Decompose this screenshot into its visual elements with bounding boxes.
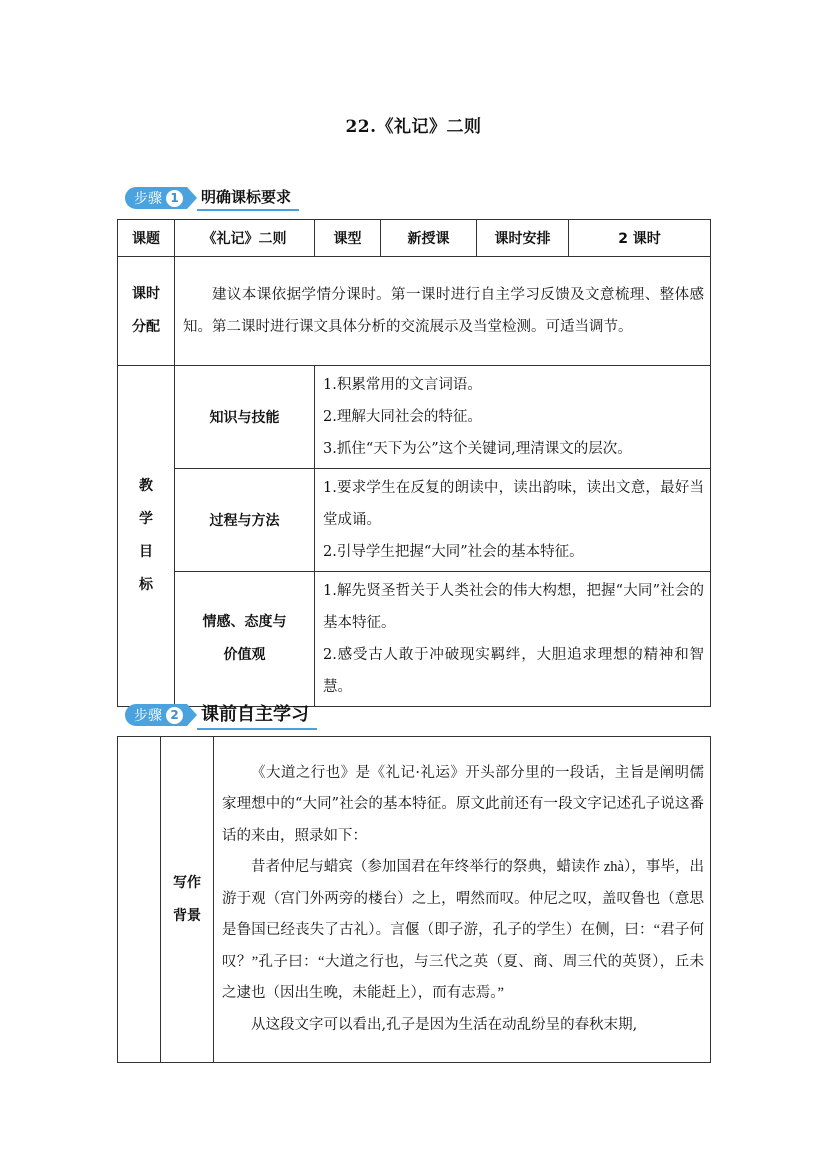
step2-pill [125,704,187,726]
background-label-line1: 写作 [173,874,201,891]
emotion-item-1: 1.解先贤圣哲关于人类社会的伟大构想，把握“大同”社会的基本特征。 [323,583,704,631]
process-item-1: 1.要求学生在反复的朗读中，读出韵味，读出文意，最好当堂成诵。 [323,480,704,528]
header-topic-value: 《礼记》二则 [175,220,315,257]
knowledge-items [315,366,711,469]
process-item-2: 2.引导学生把握“大同”社会的基本特征。 [323,544,584,560]
step1-banner [125,185,299,211]
step1-arrow-icon [187,187,197,209]
page-title: 22.《礼记》二则 [345,117,482,137]
goals-label-char1: 教 [139,478,153,494]
allocation-label [118,257,175,366]
emotion-item-2: 2.感受古人敢于冲破现实羁绊，大胆追求理想的精神和智慧。 [323,647,704,695]
background-label [161,737,214,1063]
knowledge-item-3: 3.抓住“天下为公”这个关键词,理清课文的层次。 [323,441,632,457]
step2-banner [125,702,317,728]
allocation-label-line2: 分配 [132,319,160,335]
goal-knowledge-row [118,366,711,469]
background-table [117,736,711,1063]
goals-label-char2: 学 [139,511,153,527]
background-para-1: 《大道之行也》是《礼记·礼运》开头部分里的一段话，主旨是阐明儒家理想中的“大同”社会的基本特征。原文此前还有一段文字记述孔子说这番话的来由，照录如下： [222,764,704,844]
knowledge-item-1: 1.积累常用的文言词语。 [323,377,482,393]
background-para-2-quote: 昔者仲尼与蜡宾（参加国君在年终举行的祭典，蜡读作 zhà），事毕，出游于观（宫门外两旁的楼台）之上，喟然而叹。仲尼之叹，盖叹鲁也（意思是鲁国已经丧失了古礼）。言偃（即子游，孔子的学生）在侧，曰：“君子何叹？”孔子曰：“大道之行也，与三代之英（夏、商、周三代的英贤），丘未之逮也（因出生晚，未能赶上），而有志焉。” [222,859,704,1002]
header-schedule-value: 2 课时 [569,220,711,257]
header-topic-label: 课题 [118,220,175,257]
step2-number-badge: 2 [166,707,183,724]
emotion-label-line2: 价值观 [223,647,266,663]
emotion-label [175,572,315,707]
step1-number-badge: 1 [166,190,183,207]
goals-label [118,366,175,707]
goal-emotion-row [118,572,711,707]
step1-label: 明确课标要求 [197,186,299,211]
process-label: 过程与方法 [175,469,315,572]
emotion-items [315,572,711,707]
knowledge-item-2: 2.理解大同社会的特征。 [323,409,482,425]
background-label-line2: 背景 [173,907,201,924]
emotion-label-line1: 情感、态度与 [202,614,287,630]
step2-word: 步骤 [134,708,162,724]
process-items [315,469,711,572]
background-para-3: 从这段文字可以看出,孔子是因为生活在动乱纷呈的春秋末期, [251,1016,638,1033]
background-empty-cell [118,737,161,1063]
header-schedule-label: 课时安排 [477,220,569,257]
step1-word: 步骤 [134,191,162,207]
curriculum-table [117,219,711,707]
background-row [118,737,711,1063]
goal-process-row [118,469,711,572]
allocation-text: 建议本课依据学情分课时。第一课时进行自主学习反馈及文意梳理、整体感知。第二课时进行课文具体分析的交流展示及当堂检测。可适当调节。 [175,257,711,366]
allocation-label-line1: 课时 [132,286,160,302]
header-type-label: 课型 [315,220,381,257]
goals-label-char3: 目 [139,544,153,560]
goals-label-char4: 标 [139,577,153,593]
header-type-value: 新授课 [381,220,477,257]
knowledge-label: 知识与技能 [175,366,315,469]
header-row [118,220,711,257]
allocation-row [118,257,711,366]
step2-arrow-icon [187,704,197,726]
background-text [214,737,711,1063]
step2-label: 课前自主学习 [197,700,317,730]
step1-pill [125,187,187,209]
